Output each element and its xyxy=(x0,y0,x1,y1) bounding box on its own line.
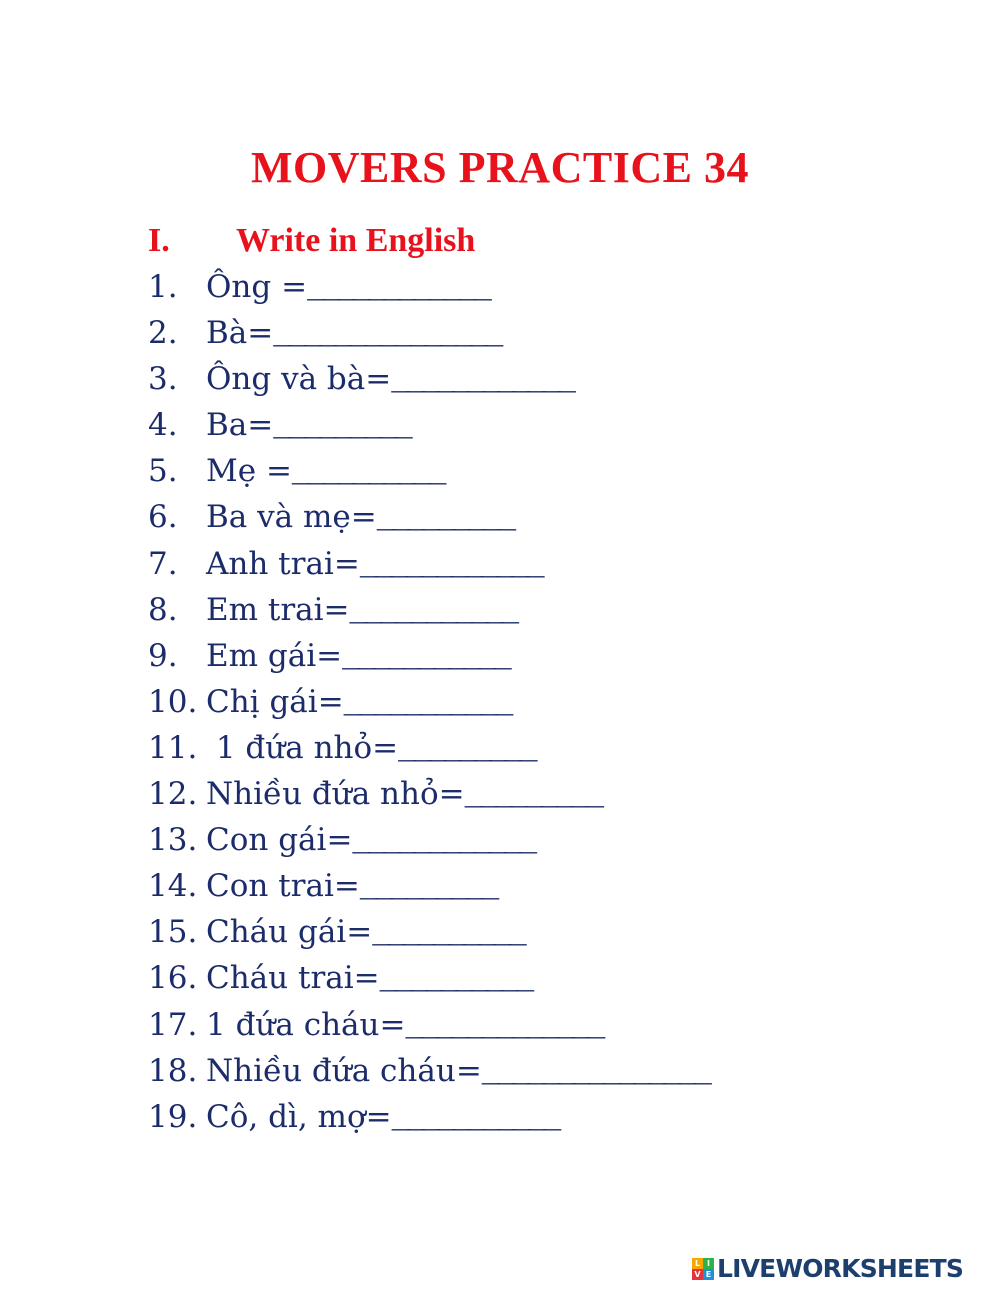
answer-blank[interactable]: ___________ xyxy=(342,640,509,676)
answer-blank[interactable]: ____________ xyxy=(352,825,534,861)
item-number: 15. xyxy=(148,914,198,951)
section-heading xyxy=(148,218,475,264)
answer-blank[interactable]: ____________ xyxy=(359,548,542,584)
exercise-item xyxy=(148,863,708,909)
exercise-item xyxy=(148,587,708,633)
section-heading-text: Write in English xyxy=(236,222,476,259)
answer-blank[interactable]: __________ xyxy=(379,963,531,999)
item-prompt: Anh trai= xyxy=(206,545,360,582)
liveworksheets-logo xyxy=(692,1254,963,1284)
item-number: 14. xyxy=(148,868,198,905)
exercise-item xyxy=(148,955,708,1001)
exercise-item xyxy=(148,725,708,771)
item-prompt: Nhiều đứa nhỏ= xyxy=(206,776,465,813)
exercise-item xyxy=(148,817,708,863)
item-prompt: Ba và mẹ= xyxy=(206,499,377,536)
item-number: 18. xyxy=(148,1052,198,1089)
item-prompt: Cháu trai= xyxy=(206,960,380,997)
item-prompt: 1 đứa nhỏ= xyxy=(206,729,399,766)
answer-blank[interactable]: ___________ xyxy=(391,1101,558,1137)
exercise-item xyxy=(148,402,708,448)
item-prompt: Mẹ = xyxy=(206,453,292,490)
logo-tile: E xyxy=(703,1269,714,1280)
liveworksheets-logo-icon xyxy=(692,1258,714,1280)
item-number: 7. xyxy=(148,545,178,582)
item-prompt: Con gái= xyxy=(206,822,353,859)
exercise-item xyxy=(148,633,708,679)
answer-blank[interactable]: _________ xyxy=(464,779,601,815)
exercise-item xyxy=(148,909,708,955)
item-number: 11. xyxy=(148,729,198,766)
answer-blank[interactable]: ___________ xyxy=(343,686,510,722)
answer-blank[interactable]: __________ xyxy=(291,456,443,492)
item-prompt: Em trai= xyxy=(206,591,350,628)
item-number: 3. xyxy=(148,361,178,398)
item-number: 4. xyxy=(148,407,178,444)
item-number: 10. xyxy=(148,683,198,720)
answer-blank[interactable]: ___________ xyxy=(349,594,516,630)
answer-blank[interactable]: _______________ xyxy=(273,318,500,354)
exercise-list xyxy=(148,264,708,1140)
item-prompt: Em gái= xyxy=(206,637,343,674)
exercise-item xyxy=(148,541,708,587)
logo-tile: L xyxy=(692,1258,703,1269)
item-number: 19. xyxy=(148,1098,198,1135)
item-number: 9. xyxy=(148,637,178,674)
item-prompt: Cô, dì, mợ= xyxy=(206,1098,392,1135)
item-prompt: Cháu gái= xyxy=(206,914,373,951)
exercise-item xyxy=(148,1048,708,1094)
item-number: 6. xyxy=(148,499,178,536)
exercise-item xyxy=(148,356,708,402)
logo-text: LIVEWORKSHEETS xyxy=(717,1254,964,1283)
answer-blank[interactable]: _________ xyxy=(359,871,496,907)
item-prompt: Bà= xyxy=(206,315,274,352)
exercise-item xyxy=(148,771,708,817)
item-prompt: Ông và bà= xyxy=(206,361,392,398)
item-prompt: Con trai= xyxy=(206,868,360,905)
exercise-item xyxy=(148,679,708,725)
answer-blank[interactable]: __________ xyxy=(372,917,524,953)
item-prompt: Chị gái= xyxy=(206,683,344,720)
answer-blank[interactable]: _________ xyxy=(398,732,535,768)
item-number: 16. xyxy=(148,960,198,997)
item-number: 2. xyxy=(148,315,178,352)
item-number: 5. xyxy=(148,453,178,490)
logo-tile: V xyxy=(692,1269,703,1280)
exercise-item xyxy=(148,310,708,356)
item-number: 12. xyxy=(148,776,198,813)
answer-blank[interactable]: _______________ xyxy=(481,1055,709,1091)
worksheet-title: MOVERS PRACTICE 34 xyxy=(251,143,749,192)
item-number: 17. xyxy=(148,1006,198,1043)
exercise-item xyxy=(148,494,708,540)
item-number: 1. xyxy=(148,269,178,305)
item-prompt: 1 đứa cháu= xyxy=(206,1006,406,1043)
exercise-item xyxy=(148,1002,708,1048)
item-number: 13. xyxy=(148,822,198,859)
exercise-item xyxy=(148,448,708,494)
logo-tile: I xyxy=(703,1258,714,1269)
item-prompt: Nhiều đứa cháu= xyxy=(206,1052,482,1089)
section-number: I. xyxy=(148,222,170,259)
answer-blank[interactable]: _________ xyxy=(376,502,513,538)
answer-blank[interactable]: _________ xyxy=(273,410,410,446)
answer-blank[interactable]: ____________ xyxy=(307,272,489,307)
exercise-item xyxy=(148,1094,708,1140)
item-prompt: Ba= xyxy=(206,407,274,444)
answer-blank[interactable]: _____________ xyxy=(405,1009,602,1045)
exercise-item xyxy=(148,264,708,310)
answer-blank[interactable]: ____________ xyxy=(391,364,573,400)
item-prompt: Ông = xyxy=(206,269,308,305)
item-number: 8. xyxy=(148,591,178,628)
